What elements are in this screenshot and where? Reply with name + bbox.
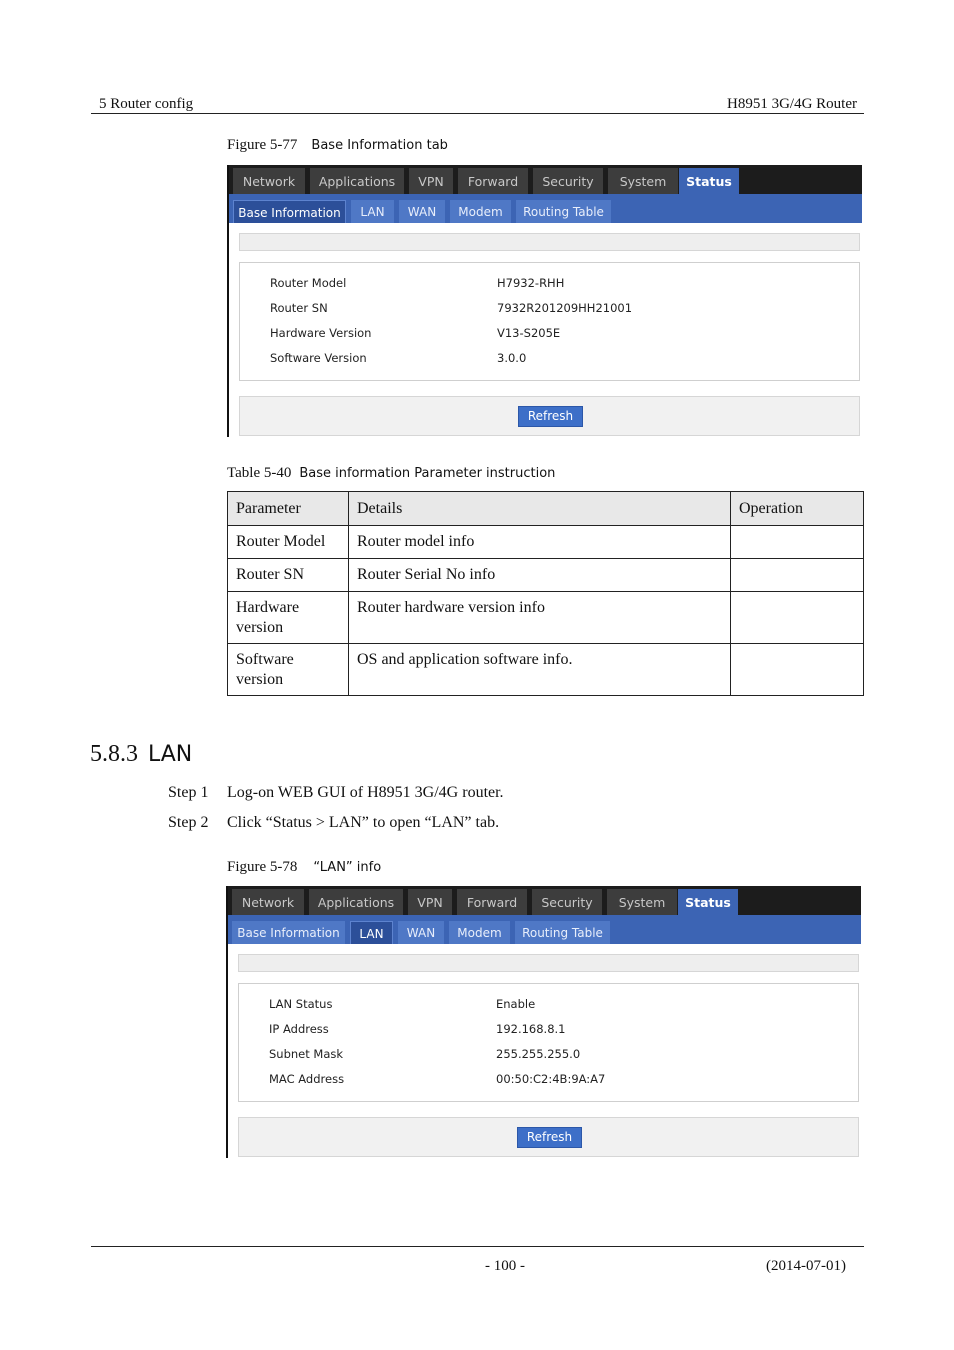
subtab-lan[interactable]: LAN [351, 200, 394, 223]
info-label: Router SN [270, 301, 328, 315]
info-value: 192.168.8.1 [496, 1022, 566, 1036]
refresh-button[interactable]: Refresh [518, 406, 583, 427]
subtab-lan[interactable]: LAN [350, 921, 393, 944]
subtab-modem[interactable]: Modem [450, 200, 511, 223]
header-parameter: Parameter [228, 492, 349, 526]
tab-applications[interactable]: Applications [310, 168, 404, 194]
parameter-table [227, 491, 864, 696]
cell-details: Router hardware version info [349, 592, 731, 644]
tab-network[interactable]: Network [233, 168, 305, 194]
main-nav [229, 165, 862, 194]
tab-security[interactable]: Security [533, 168, 603, 194]
subtab-routing-table[interactable]: Routing Table [516, 200, 611, 223]
step-text: Click “Status > LAN” to open “LAN” tab. [227, 814, 500, 831]
info-panel [238, 983, 859, 1102]
main-nav [228, 886, 861, 915]
sub-nav [229, 194, 862, 223]
info-label: Subnet Mask [269, 1047, 344, 1061]
figure-caption [227, 859, 381, 876]
header-product: H8951 3G/4G Router [727, 96, 857, 112]
table-row [228, 559, 864, 592]
cell-details: OS and application software info. [349, 644, 731, 696]
tab-system[interactable]: System [608, 168, 678, 194]
info-value: 3.0.0 [497, 351, 527, 365]
tab-status[interactable]: Status [678, 889, 738, 916]
button-bar [238, 1117, 859, 1157]
info-value: 7932R201209HH21001 [497, 301, 633, 315]
table-row [228, 592, 864, 644]
subtab-base-information[interactable]: Base Information [233, 200, 346, 223]
table-number: Table 5-40 [227, 465, 292, 481]
info-label: Software Version [270, 351, 367, 365]
subtab-routing-table[interactable]: Routing Table [515, 921, 610, 944]
cell-parameter: Software version [228, 644, 349, 696]
table-title: Base information Parameter instruction [299, 466, 556, 481]
info-label: MAC Address [269, 1072, 345, 1086]
tab-forward[interactable]: Forward [458, 168, 528, 194]
figure-title: “LAN” info [313, 860, 382, 875]
header-operation: Operation [731, 492, 864, 526]
page-number: - 100 - [485, 1258, 525, 1274]
cell-parameter: Router Model [228, 526, 349, 559]
figure-number: Figure 5-77 [227, 137, 298, 153]
header-rule [91, 113, 864, 114]
info-label: Hardware Version [270, 326, 372, 340]
subtab-wan[interactable]: WAN [399, 200, 445, 223]
cell-parameter: Router SN [228, 559, 349, 592]
step-1 [168, 784, 868, 804]
table-caption [227, 465, 555, 482]
info-label: LAN Status [269, 997, 333, 1011]
tab-forward[interactable]: Forward [457, 889, 527, 915]
section-heading [90, 741, 192, 768]
header-chapter: 5 Router config [99, 96, 194, 112]
cell-parameter: Hardware version [228, 592, 349, 644]
figure-title: Base Information tab [311, 138, 448, 153]
cell-operation [731, 592, 864, 644]
tab-applications[interactable]: Applications [309, 889, 403, 915]
table-row [228, 644, 864, 696]
footer-rule [91, 1246, 864, 1247]
router-ui-base-information [227, 165, 862, 437]
header-details: Details [349, 492, 731, 526]
button-bar [239, 396, 860, 436]
cell-operation [731, 526, 864, 559]
router-ui-lan [226, 886, 861, 1158]
section-number: 5.8.3 [90, 741, 138, 767]
title-strip [238, 954, 859, 972]
table-row [228, 526, 864, 559]
info-panel [239, 262, 860, 381]
figure-caption [227, 137, 448, 154]
tab-network[interactable]: Network [232, 889, 304, 915]
cell-details: Router Serial No info [349, 559, 731, 592]
subtab-modem[interactable]: Modem [449, 921, 510, 944]
subtab-base-information[interactable]: Base Information [232, 921, 345, 944]
refresh-button[interactable]: Refresh [517, 1127, 582, 1148]
info-value: 255.255.255.0 [496, 1047, 581, 1061]
subtab-wan[interactable]: WAN [398, 921, 444, 944]
step-2 [168, 814, 868, 834]
step-label: Step 2 [168, 814, 209, 831]
tab-vpn[interactable]: VPN [408, 889, 452, 915]
sub-nav [228, 915, 861, 944]
info-value: 00:50:C2:4B:9A:A7 [496, 1072, 606, 1086]
tab-system[interactable]: System [607, 889, 677, 915]
step-text: Log-on WEB GUI of H8951 3G/4G router. [227, 784, 504, 801]
cell-details: Router model info [349, 526, 731, 559]
title-strip [239, 233, 860, 251]
table-header-row [228, 492, 864, 526]
info-value: H7932-RHH [497, 276, 565, 290]
info-value: Enable [496, 997, 536, 1011]
tab-security[interactable]: Security [532, 889, 602, 915]
info-label: Router Model [270, 276, 347, 290]
step-label: Step 1 [168, 784, 209, 801]
tab-vpn[interactable]: VPN [409, 168, 453, 194]
cell-operation [731, 644, 864, 696]
section-title: LAN [148, 742, 193, 767]
figure-number: Figure 5-78 [227, 859, 298, 875]
info-label: IP Address [269, 1022, 329, 1036]
tab-status[interactable]: Status [679, 168, 739, 195]
footer-date: (2014-07-01) [766, 1258, 846, 1274]
cell-operation [731, 559, 864, 592]
info-value: V13-S205E [497, 326, 561, 340]
